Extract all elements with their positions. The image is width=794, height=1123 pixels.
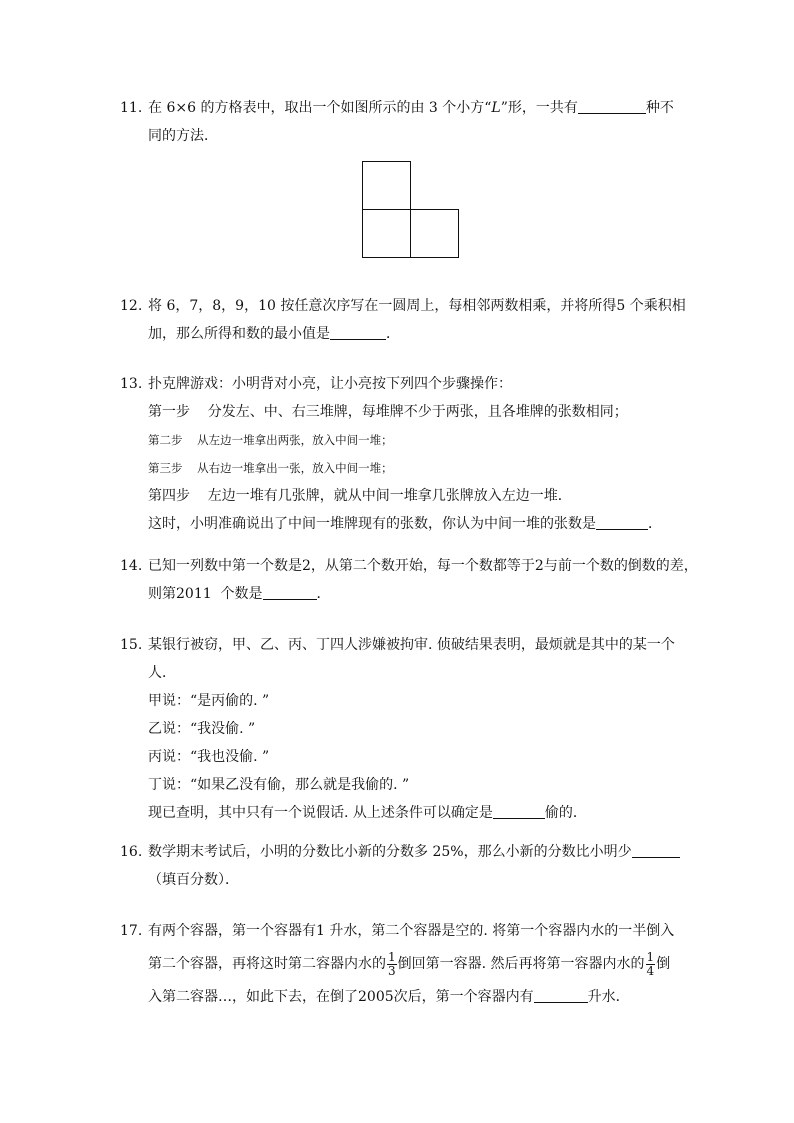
question-text: 加，那么所得和数的最小值是 xyxy=(148,326,330,342)
step-3: 第三步 从右边一堆拿出一张，放入中间一堆； xyxy=(148,461,393,475)
question-number: 17. xyxy=(120,923,143,939)
question-text: 入第二容器…，如此下去，在倒了2005次后，第一个容器内有 xyxy=(148,989,534,1005)
question-12 xyxy=(120,292,686,348)
figure-square xyxy=(410,209,459,258)
question-text: 将 6，7，8，9，10 按任意次序写在一圆周上，每相邻两数相乘，并将所得5 个乘积相 xyxy=(148,298,686,314)
punctuation: ． xyxy=(648,516,662,532)
question-14 xyxy=(120,552,698,608)
answer-blank[interactable] xyxy=(596,513,648,530)
step-4: 第四步 左边一堆有几张牌，就从中间一堆拿几张牌放入左边一堆． xyxy=(148,488,572,504)
question-number: 13. xyxy=(120,376,143,392)
answer-blank[interactable] xyxy=(578,97,646,114)
question-text: 有两个容器，第一个容器有1 升水，第二个容器是空的. 将第一个容器内水的一半倒入 xyxy=(148,923,675,939)
letter-l: L xyxy=(491,100,501,116)
statement-yi: 乙说：“我没偷. ” xyxy=(148,721,256,737)
question-text: 现已查明，其中只有一个说假话. 从上述条件可以确定是 xyxy=(148,805,493,821)
question-text: 倒 xyxy=(656,956,671,972)
step-1: 第一步 分发左、中、右三堆牌，每堆牌不少于两张，且各堆牌的张数相同； xyxy=(148,404,628,420)
answer-blank[interactable] xyxy=(263,583,317,600)
figure-square xyxy=(362,209,411,258)
question-text: 数学期末考试后，小明的分数比小新的分数多 25%，那么小新的分数比小明少 xyxy=(148,844,632,860)
question-text: 升水． xyxy=(587,989,630,1005)
punctuation: ． xyxy=(316,586,331,602)
question-number: 14. xyxy=(120,558,143,574)
question-text: 在 6×6 的方格表中，取出一个如图所示的由 3 个小方“ xyxy=(148,100,492,116)
denominator: 4 xyxy=(646,963,655,978)
statement-ding: 丁说：“如果乙没有偷，那么就是我偷的. ” xyxy=(148,777,410,793)
fraction-one-quarter xyxy=(646,951,656,978)
answer-blank[interactable] xyxy=(330,323,386,340)
punctuation: ． xyxy=(386,326,400,342)
statement-jia: 甲说：“是丙偷的. ” xyxy=(148,693,270,709)
step-2: 第二步 从左边一堆拿出两张，放入中间一堆； xyxy=(148,433,393,447)
l-shape-figure xyxy=(362,161,460,258)
question-13 xyxy=(120,370,680,538)
question-number: 11. xyxy=(120,100,143,116)
question-text: 第二个容器，再将这时第二容器内水的 xyxy=(148,956,386,972)
question-text: 已知一列数中第一个数是2，从第二个数开始，每一个数都等于2与前一个数的倒数的差， xyxy=(148,558,698,574)
question-number: 16. xyxy=(120,844,143,860)
question-text: 倒回第一容器. 然后再将第一容器内水的 xyxy=(397,956,645,972)
numerator: 1 xyxy=(646,949,655,964)
question-text: 某银行被窃，甲、乙、丙、丁四人涉嫌被拘审. 侦破结果表明，最烦就是其中的某一个 xyxy=(148,637,675,653)
question-text: 人． xyxy=(148,665,176,681)
question-text: 同的方法． xyxy=(148,128,218,144)
question-text: ”形，一共有 xyxy=(500,100,578,116)
question-17 xyxy=(120,916,680,1012)
question-text: 这时，小明准确说出了中间一堆牌现有的张数，你认为中间一堆的张数是 xyxy=(148,516,596,532)
answer-blank[interactable] xyxy=(534,986,588,1003)
question-text: 扑克牌游戏：小明背对小亮，让小亮按下列四个步骤操作： xyxy=(148,376,512,392)
question-16 xyxy=(120,838,680,894)
denominator: 3 xyxy=(388,963,396,978)
question-11 xyxy=(120,94,680,150)
question-text: 种不 xyxy=(645,100,674,116)
question-text: （填百分数）． xyxy=(148,872,239,888)
question-15 xyxy=(120,631,680,827)
question-text: 偷的． xyxy=(544,805,587,821)
figure-square xyxy=(362,161,411,210)
answer-blank[interactable] xyxy=(632,841,680,858)
question-number: 12. xyxy=(120,298,143,314)
answer-blank[interactable] xyxy=(493,802,545,819)
question-text: 则第2011 个数是 xyxy=(148,586,263,602)
statement-bing: 丙说：“我也没偷. ” xyxy=(148,749,270,765)
numerator: 1 xyxy=(388,949,396,964)
question-number: 15. xyxy=(120,637,143,653)
fraction-one-third xyxy=(387,951,397,978)
